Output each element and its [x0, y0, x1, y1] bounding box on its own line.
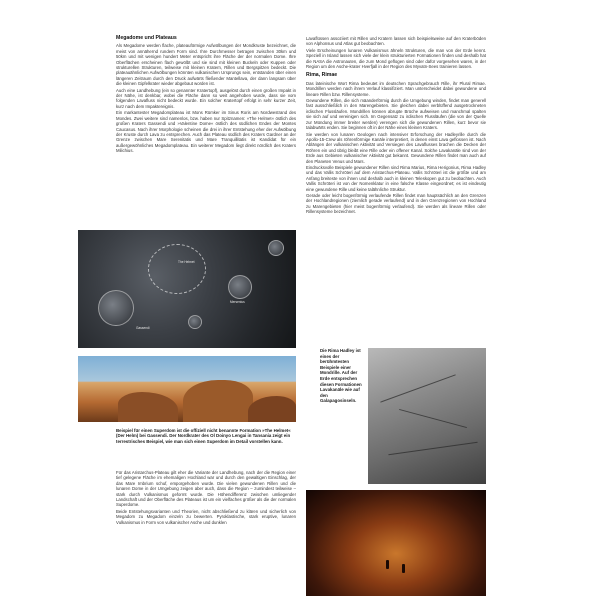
paragraph: Das lateinische Wort Rima bedeutet im deutschen Sprachgebrauch Rille, ihr Plural Rimae. Mondrillen werden nach ihrem Verlauf klassifiziert. Man unterscheidet dabei gewundene und lineare Rillen bzw. Rillensysteme. [306, 80, 486, 97]
crater [188, 315, 202, 329]
paragraph: Sie werden von lunaren Geologen nach intensiver Erforschung der Hadleyrille durch die Apollo-15-Crew als röhrenförmige Kanäle interpretiert, in denen einst Lava geflossen ist. Nach Ablängen der vulkanischen Aktivität und Versiegen des Lavaflusses brachen die Decken der Röhren ein und übrig bleibt eine Rille oder ein offener Kanal. Solche Lavakanäle sind von der Erde aus Gebieten vulkanischer Aktivität gut bekannt. Gewundene Rillen findet man auch auf den Planeten Venus und Mars. [306, 131, 486, 164]
rima-hadley-photo [368, 348, 486, 484]
rille-line [388, 442, 477, 456]
section-heading-rima: Rima, Rimae [306, 72, 338, 79]
desert-dome-photo [78, 356, 296, 422]
section-heading-megadome: Megadome und Plateaus [116, 35, 177, 41]
person-silhouette [402, 564, 405, 573]
crater-gassendi [98, 290, 134, 326]
paragraph: Beide Entstehungsvarianten und Theorien, nicht abschließend zu klären und sicherlich von Megadom zu Megadom einzeln zu bewerten. Pyroklastische, stark eruptive, lunaren Vulkanismus in Form von vulkanischer Asche und dunklen [116, 508, 296, 525]
desert-caption: Beispiel für einen Superdom ist die offiziell nicht benannte Formation »The Helmet« (Der Helm) bei Gassendi. Der Nordkrater des Ol Doinyo Lengai in Tansania zeigt ein terrestrisches Beispiel, wie man sich einen Superdom im Detail vorstellen kann. [116, 428, 291, 444]
lower-left-text [116, 470, 296, 526]
right-column [306, 36, 486, 216]
paragraph: Für das Aristarchus-Plateau gilt eher die Variante der Landhebung, nach der die Region einer tief gelegene Fläche im ehemaligen Hochland war und durch den gewaltigen Einschlag, der das Mare Imbrium schuf, emporgehoben wurde. Die vielen gewundenen Rillen und die lunaren Dome in der Umgebung zeigen aber auch, dass die Region – zumindest teilweise – stark durch Vulkanismus geformt wurde. Die Höhendifferenz zwischen umliegender Landschaft und der Oberfläche des Plateaus ist um ein vielfaches größer als die der normalen Superdome. [116, 470, 296, 508]
paragraph: Lavaflüssen assoziiert mit Rillen und Kratern lassen sich beispielsweise auf den Kraterböden von Alphonsus und Atlas gut beobachten. [306, 36, 486, 47]
label-helmet: The Helmet [178, 260, 195, 264]
lava-cave-photo [306, 490, 486, 596]
paragraph: Auch eine Landhebung (ein so genannter Kratertopf), ausgelöst durch einen großen Impakt in der Nähe, ist denkbar, wobei die Fläche dann so weit angehoben wurde, dass sie vom folgenden Lavafluss nicht bedeckt wurde. Ein solcher Kratertopf erfolgt in sehr kurzer Zeit, kurz nach dem Impaktereignis. [116, 87, 296, 109]
hill [183, 380, 253, 422]
paragraph: Eindrucksvolle Beispiele gewundener Rillen sind Rima Marius, Rima Herigonius, Rima Hadley und das Vallis Schröteri auf dem Aristarchus-Plateau. Vallis Schröteri ist die größte und am Anfang breiteste von ihnen und deshalb auch in kleinen Teleskopen gut zu beobachten. Auch Vallis Schröteri ist von der Nomenklatur in eine falsche Klasse eingeordnet; es ist eindeutig eine gewundene Rille und keine talähnliche Struktur. [306, 164, 486, 192]
hill [248, 396, 296, 422]
paragraph: Gewundene Rillen, die sich mäanderförmig durch die Umgebung winden, findet man generell fast ausschließlich in den Marengebieten. Sie gleichen dabei verblüffend ausgetrockneten irdischen Flussläufen. Mondrillen können abrupte Brüche aufweisen und manchmal spalten sie sich auf und vereinigen sich. Im Gegensatz zu irdischen Flussläufen (die von der Quelle zur Mündung immer breiter werden) verengen sich die gewundenen Rillen, kurz bevor sie talabwärts enden. Sie beginnen oft in der Nähe eines kleinen Kraters. [306, 98, 486, 131]
label-mersenius: Mersenius [230, 300, 245, 304]
paragraph: Gerade oder leicht bogenförmig verlaufende Rillen findet man hauptsächlich an den Grenzen der Hochlandregionen (ziemlich gerade verlaufend) und in den Grenzregionen von Hochland zu Marengebieten (hier meist bogenförmig verlaufend). Sie werden als lineare Rillen oder Rillensysteme bezeichnet. [306, 192, 486, 215]
hill [118, 392, 178, 422]
crater-mersenius [228, 275, 252, 299]
paragraph: Ein markantester Megadomplateau ist Mons Rümker im Sinus Roris am Nordwestrand des Mondes. Zwei weitere sind namenlos, bzw. haben nur Spitznamen: »The Helmet« östlich des großen Kraters Gassendi und »Valentine Dome« östlich des südlichen Endes der Montes Caucasus. Nach ihrer Morphologie scheinen die drei in ihrer Entstehung eher der Aufwölbung der Kruste durch Lava zu entsprechen. Auch das Plateau südlich des Kraters Gardner an der Grenze zwischen Mare Serenitatis und Mare Tranquillitatis ist Kandidat für ein außergewöhnliches Megadomplateau. Ein weiterer Megadom liegt direkt nördlich des Kraters Milichius. [116, 110, 296, 154]
rille-line [380, 374, 456, 402]
paragraph: Viele Erscheinungen lunaren Vulkanismus ähneln Strukturen, die man von der Erde kennt. Speziell in Island lassen sich viele der klein strukturierten Formationen finden und deshalb hat die NASA die Astronauten, die zum Mond geflogen sind oder dafür vorgesehen waren, in der Region um den Asche-krater Hverfjall in der Region des Myvatn-Sees trainieren lassen. [306, 47, 486, 70]
label-gassendi: Gassendi [136, 326, 150, 330]
person-silhouette [386, 560, 389, 569]
paragraph: Als Megadome werden flache, plateauförmige Aufwölbungen der Mondkruste bezeichnet, die meist von annähernd rundem Form sind. Ihre Durchmesser betragen zwischen 30km und 50km und mit wenigen hundert Meter entspricht ihre Fläche der der normalen Dome. Ihre Oberflächen erscheinen flach gewölbt und sie sind mit kleinen Buckeln oder Kuppen oder strukturellen Strukturen, teilweise mit kleinen Kratern, Rillen und Bergspitzen bedeckt. Die plateauähnlichen Aufwölbungen könnten vulkanischen Ursprungs sein, entstanden über einen längeren Zeitraum durch den Druck aufwärts fließender Mantellava, der dann langsam über die kleinen Gipfelkrater wieder abgebaut worden ist. [116, 43, 296, 87]
rille-line [399, 409, 467, 428]
helmet-outline [148, 244, 206, 294]
moon-surface-photo [78, 230, 296, 348]
crater [268, 240, 284, 256]
rima-caption: Die Rima Hadley ist eines der berühmtesten Beispiele einer Mondrille. Auf der Erde entsprechen diesen Formationen Lavakanäle wie auf den Galapagosinseln. [320, 348, 362, 404]
left-column [116, 36, 296, 155]
